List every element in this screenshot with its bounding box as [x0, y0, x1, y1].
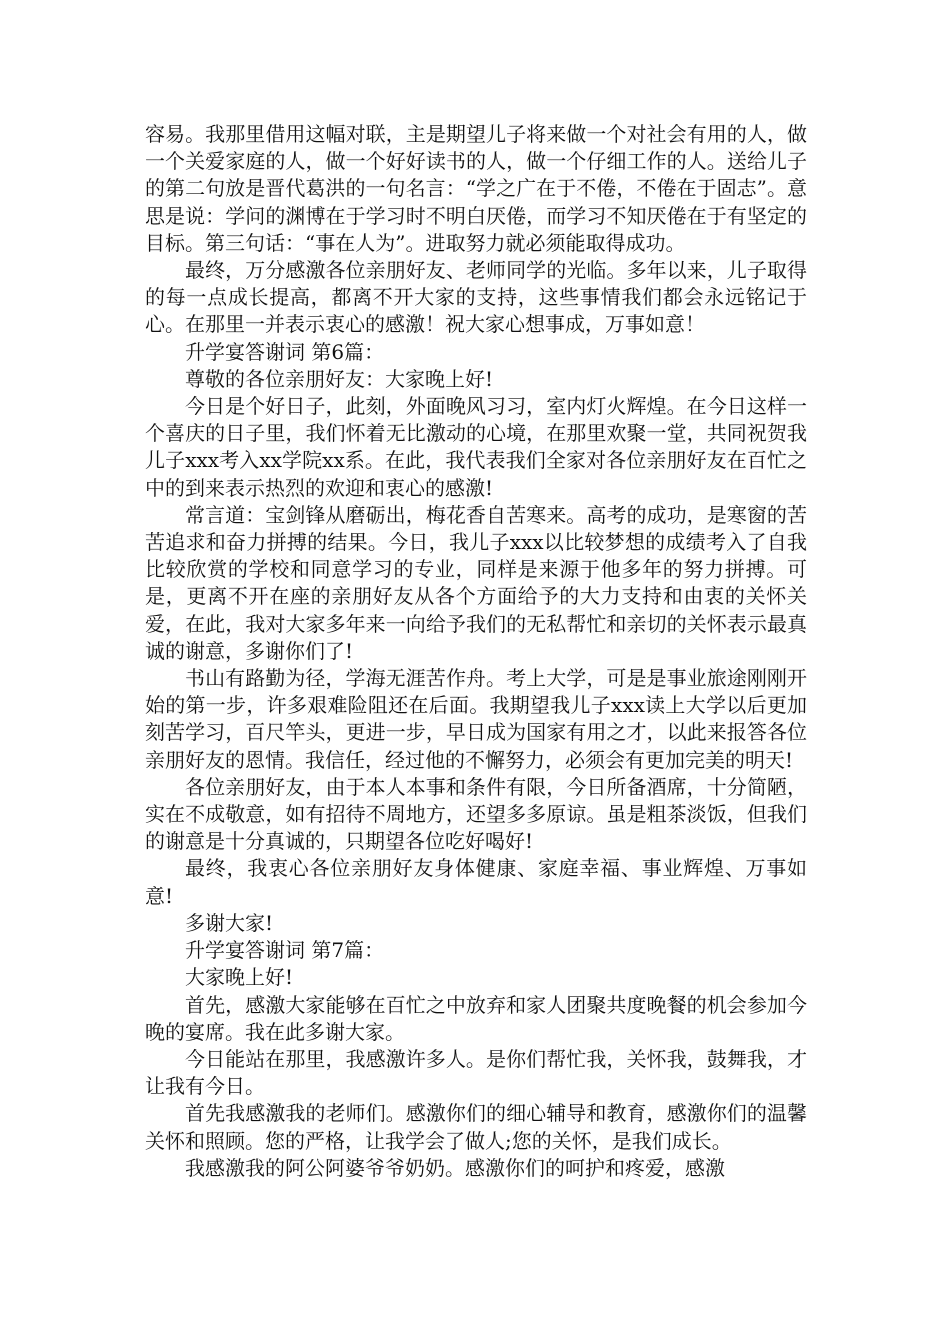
- paragraph-thanks: 多谢大家!: [185, 910, 274, 935]
- section-heading-6: 升学宴答谢词 第6篇：: [185, 339, 385, 364]
- paragraph-2: 最终，万分感激各位亲朋好友、老师同学的光临。多年以来，儿子取得的每一点成长提高，都离不开大家的支持，这些事情我们都会永远铭记于心。在那里一并表示衷心的感激！祝大家心想事成，万事如意！: [145, 258, 807, 337]
- paragraph-14: 今日能站在那里，我感激许多人。是你们帮忙我，关怀我，鼓舞我，才让我有今日。: [145, 1046, 807, 1099]
- paragraph-13: 首先，感激大家能够在百忙之中放弃和家人团聚共度晚餐的机会参加今晚的宴席。我在此多谢大家。: [145, 992, 807, 1044]
- paragraph-1: 容易。我那里借用这幅对联，主是期望儿子将来做一个对社会有用的人，做一个关爱家庭的人，做一个好好读书的人，做一个仔细工作的人。送给儿子的第二句放是晋代葛洪的一句名言：“学之广在于不倦，不倦在于固志”。意思是说：学问的渊博在于学习时不明白厌倦，而学习不知厌倦在于有坚定的目标。第三句话：“事在人为”。进取努力就必须能取得成功。: [145, 122, 807, 255]
- paragraph-15: 首先我感激我的老师们。感激你们的细心辅导和教育，感激你们的温馨关怀和照顾。您的严格，让我学会了做人;您的关怀，是我们成长。: [145, 1101, 807, 1153]
- paragraph-9: 最终，我衷心各位亲朋好友身体健康、家庭幸福、事业辉煌、万事如意!: [145, 856, 807, 908]
- section-heading-7: 升学宴答谢词 第7篇：: [185, 938, 385, 963]
- paragraph-6: 常言道：宝剑锋从磨砺出，梅花香自苦寒来。高考的成功，是寒窗的苦苦追求和奋力拼搏的结果。今日，我儿子xxx以比较梦想的成绩考入了自我比较欣赏的学校和同意学习的专业，同样是来源于他多年的努力拼搏。可是，更离不开在座的亲朋好友从各个方面给予的大力支持和由衷的关怀关爱，在此，我对大家多年来一向给予我们的无私帮忙和亲切的关怀表示最真诚的谢意，多谢你们了!: [145, 502, 807, 663]
- document-body: [145, 121, 807, 1182]
- paragraph-greeting-6: 尊敬的各位亲朋好友：大家晚上好!: [185, 366, 494, 391]
- paragraph-16: 我感激我的阿公阿婆爷爷奶奶。感激你们的呵护和疼爱，感激: [185, 1155, 725, 1180]
- paragraph-greeting-7: 大家晚上好!: [185, 965, 294, 990]
- paragraph-8: 各位亲朋好友，由于本人本事和条件有限，今日所备酒席，十分简陋，实在不成敬意，如有招待不周地方，还望多多原谅。虽是粗茶淡饭，但我们的谢意是十分真诚的，只期望各位吃好喝好!: [145, 774, 807, 854]
- paragraph-5: 今日是个好日子，此刻，外面晚风习习，室内灯火辉煌。在今日这样一个喜庆的日子里，我们怀着无比激动的心境，在那里欢聚一堂，共同祝贺我儿子xxx考入xx学院xx系。在此，我代表我们全家对各位亲朋好友在百忙之中的到来表示热烈的欢迎和衷心的感激!: [145, 394, 807, 500]
- paragraph-7: 书山有路勤为径，学海无涯苦作舟。考上大学，可是是事业旅途刚刚开始的第一步，许多艰难险阻还在后面。我期望我儿子xxx读上大学以后更加刻苦学习，百尺竿头，更进一步，早日成为国家有用之才，以此来报答各位亲朋好友的恩情。我信任，经过他的不懈努力，必须会有更加完美的明天!: [145, 666, 807, 772]
